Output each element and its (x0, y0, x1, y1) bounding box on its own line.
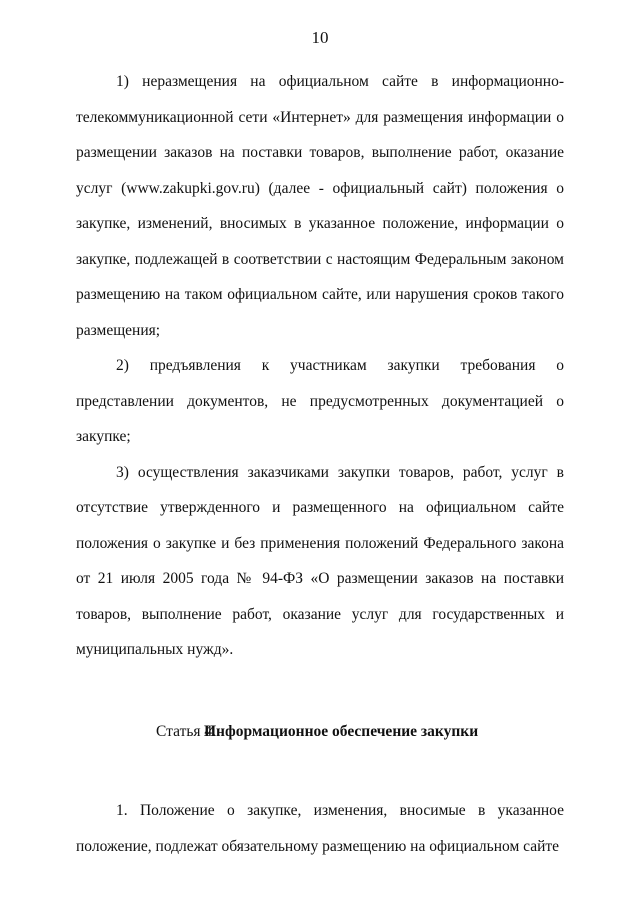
page-number: 10 (311, 28, 329, 47)
article-number: Статья 4. (156, 722, 217, 740)
list-item-3: 3) осуществления заказчиками закупки товаров, работ, услуг в отсутствие утвержденного и размещенного на официальном сайте положения о закупке и без применения положений Федерального закона от 21 июля 2005 года № 94-ФЗ «О размещении заказов на поставки товаров, выполнение работ, оказание услуг для государственных и муниципальных нужд». (76, 463, 564, 658)
list-item-2: 2) предъявления к участникам закупки требования о представлении документов, не предусмотренных документацией о закупке; (76, 357, 564, 445)
list-item-1: 1) неразмещения на официальном сайте в информационно-телекоммуникационной сети «Интернет» для размещения информации о размещении заказов на поставки товаров, выполнение работ, оказание услуг (www.zakupki.gov.ru) (далее - официальный сайт) положения о закупке, изменений, вносимых в указанное положение, информации о закупке, подлежащей в соответствии с настоящим Федеральным законом размещению на таком официальном сайте, или нарушения сроков такого размещения; (76, 73, 564, 339)
article-heading (76, 714, 564, 750)
article-paragraph-1: 1. Положение о закупке, изменения, вносимые в указанное положение, подлежат обязательному размещению на официальном сайте (76, 802, 564, 855)
document-body (76, 64, 564, 864)
article-title: Информационное обеспечение закупки (204, 722, 479, 740)
